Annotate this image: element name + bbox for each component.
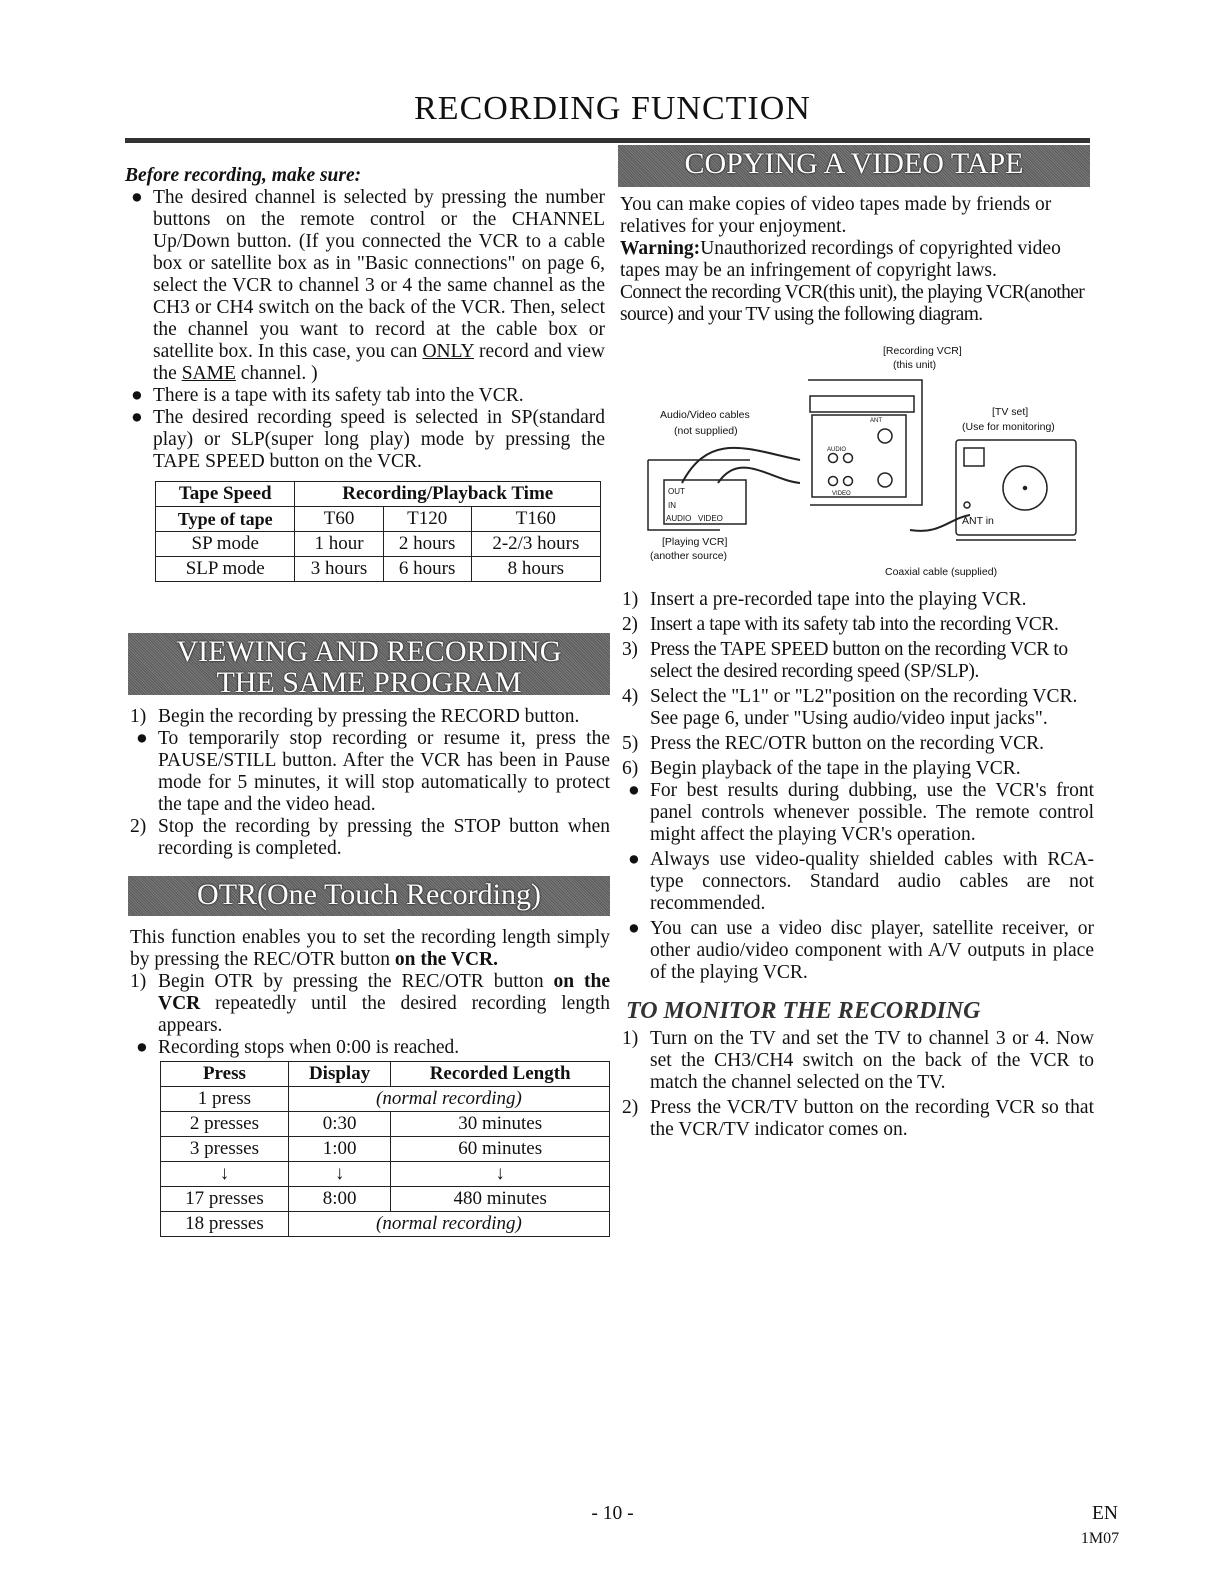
header-cell: Type of tape	[156, 507, 295, 532]
copy-step-6: 6) Begin playback of the tape in the playing VCR.	[622, 758, 1021, 779]
table-cell: 6 hours	[383, 557, 471, 582]
table-cell: 3 presses	[161, 1137, 289, 1162]
intro-bold: on the VCR.	[394, 949, 498, 970]
same-text: SAME	[181, 363, 236, 384]
step-text: Press the REC/OTR button on the recording VCR.	[650, 733, 1044, 754]
ant-in-label: ANT in	[962, 515, 994, 527]
step-text: Begin the recording by pressing the RECORD button.	[158, 706, 580, 727]
down-arrow-icon: ↓	[288, 1162, 390, 1187]
otr-banner: OTR(One Touch Recording)	[128, 876, 610, 916]
viewing-bullet: ● To temporarily stop recording or resume it, press the PAUSE/STILL button. After the VCR has been in Pause mode for 5 minutes, it will stop automatically to protect the tape and the video head.	[136, 728, 610, 815]
table-cell: T60	[295, 507, 383, 532]
table-cell: T120	[383, 507, 471, 532]
recording-vcr-label: [Recording VCR]	[883, 345, 962, 357]
warning-paragraph	[620, 238, 1092, 282]
down-arrow-icon: ↓	[161, 1162, 289, 1187]
warning-label: Warning:	[620, 238, 701, 259]
page-number: - 10 -	[591, 1503, 634, 1524]
copy-bullet-2: ● Always use video-quality shielded cables with RCA-type connectors. Standard audio cables are not recommended.	[628, 849, 1094, 914]
header-cell: Recording/Playback Time	[295, 482, 601, 507]
copy-step-3: 3) Press the TAPE SPEED button on the recording VCR to select the desired recording speed (SP/SLP).	[622, 639, 1068, 682]
tv-label: [TV set]	[992, 406, 1029, 418]
table-cell: 2-2/3 hours	[471, 532, 600, 557]
copy-paragraph: You can make copies of video tapes made by friends or relatives for your enjoyment.	[620, 194, 1052, 237]
in-label: IN	[668, 501, 676, 510]
down-arrow-icon: ↓	[391, 1162, 610, 1187]
otr-intro	[130, 927, 610, 971]
monitor-heading: TO MONITOR THE RECORDING	[626, 998, 981, 1024]
intro-text: This function enables you to set the recording length simply by pressing the REC/OTR button	[130, 927, 610, 970]
table-row	[161, 1187, 610, 1212]
before-bullet-3: ● The desired recording speed is selected in SP(standard play) or SLP(super long play) mode by pressing the TAPE SPEED button on the VCR.	[131, 407, 605, 472]
table-cell: 17 presses	[161, 1187, 289, 1212]
coax-label: Coaxial cable (supplied)	[885, 566, 998, 578]
copy-banner: COPYING A VIDEO TAPE	[618, 145, 1090, 187]
header-cell: Display	[288, 1062, 390, 1087]
step-text: Insert a pre-recorded tape into the playing VCR.	[650, 589, 1027, 610]
header-cell: Press	[161, 1062, 289, 1087]
copy-step-1: 1) Insert a pre-recorded tape into the playing VCR.	[622, 589, 1027, 610]
video-label: VIDEO	[832, 491, 851, 497]
step-text: Insert a tape with its safety tab into the recording VCR.	[650, 614, 1059, 635]
table-cell: 8:00	[288, 1187, 390, 1212]
av-cables-label: Audio/Video cables	[660, 409, 750, 421]
ant-label: ANT	[870, 418, 882, 424]
table-cell: 2 hours	[383, 532, 471, 557]
bullet-text: The desired recording speed is selected in SP(standard play) or SLP(super long play) mode by pressing the TAPE SPEED button on the VCR.	[153, 407, 605, 472]
bullet-text: For best results during dubbing, use the VCR's front panel controls whenever possible. The remote control might affect the playing VCR's operation.	[650, 780, 1094, 845]
audio-label: AUDIO	[666, 514, 692, 523]
table-cell: 480 minutes	[391, 1187, 610, 1212]
step-bold: on the VCR	[158, 971, 611, 1014]
viewing-step-1: 1) Begin the recording by pressing the RECORD button.	[130, 706, 580, 727]
tape-speed-table	[155, 481, 601, 582]
step-text: Select the "L1" or "L2"position on the recording VCR. See page 6, under "Using audio/video input jacks".	[650, 686, 1078, 729]
before-bullet-2: ● There is a tape with its safety tab into the VCR.	[131, 385, 524, 406]
bullet-text: Always use video-quality shielded cables with RCA-type connectors. Standard audio cables are not recommended.	[650, 849, 1094, 914]
step-text: Turn on the TV and set the TV to channel 3 or 4. Now set the CH3/CH4 switch on the back of the VCR to match the channel selected on the TV.	[650, 1028, 1094, 1093]
copy-bullet-1: ● For best results during dubbing, use the VCR's front panel controls whenever possible. The remote control might affect the playing VCR's operation.	[628, 780, 1094, 845]
table-row	[161, 1137, 610, 1162]
recording-vcr-illustration	[808, 380, 922, 505]
viewing-banner	[128, 633, 610, 699]
otr-step-1: 1) Begin OTR by pressing the REC/OTR button on the VCR repeatedly until the desired recording length appears.	[130, 971, 611, 1036]
bullet-text: There is a tape with its safety tab into the VCR.	[153, 385, 524, 406]
table-cell: 0:30	[288, 1112, 390, 1137]
table-cell: 18 presses	[161, 1212, 289, 1237]
table-row	[161, 1087, 610, 1112]
recording-vcr-sublabel: (this unit)	[893, 359, 937, 371]
copy-steps	[622, 589, 1094, 1141]
video-label: VIDEO	[698, 514, 723, 523]
table-row	[161, 1112, 610, 1137]
table-cell: 8 hours	[471, 557, 600, 582]
only-text: ONLY	[422, 341, 474, 362]
table-cell: T160	[471, 507, 600, 532]
table-cell: 30 minutes	[391, 1112, 610, 1137]
warning-text: Unauthorized recordings of copyrighted video tapes may be an infringement of copyright laws.	[620, 238, 1061, 281]
copy-intro	[620, 194, 1092, 326]
left-column	[125, 165, 605, 582]
copy-step-5: 5) Press the REC/OTR button on the recording VCR.	[622, 733, 1044, 754]
table-cell: (normal recording)	[288, 1087, 609, 1112]
table-cell: 2 presses	[161, 1112, 289, 1137]
tv-sublabel: (Use for monitoring)	[962, 421, 1055, 433]
table-cell: 3 hours	[295, 557, 383, 582]
connection-diagram	[620, 340, 1080, 580]
table-cell: 1:00	[288, 1137, 390, 1162]
banner-line: VIEWING AND RECORDING	[176, 635, 562, 668]
table-row	[161, 1162, 610, 1187]
table-row	[161, 1212, 610, 1237]
otr-section	[130, 927, 610, 1237]
copy-bullet-3: ● You can use a video disc player, satellite receiver, or other audio/video component with A/V outputs in place of the playing VCR.	[628, 918, 1094, 983]
bullet-text: record and view the	[153, 341, 605, 384]
bullet-text: Recording stops when 0:00 is reached.	[158, 1037, 460, 1058]
viewing-section	[130, 706, 610, 860]
out-label: OUT	[668, 487, 685, 496]
step-text: repeatedly until the desired recording length appears.	[158, 993, 610, 1036]
copy-step-4: 4) Select the "L1" or "L2"position on the recording VCR. See page 6, under "Using audio/video input jacks".	[622, 686, 1078, 729]
bullet-text: The desired channel is selected by pressing the number buttons on the remote control or the CHANNEL Up/Down button. (If you connected the VCR to a cable box or satellite box as in "Basic connections" on page 6, select the VCR to channel 3 or 4 the same channel as the CH3 or CH4 switch on the back of the VCR. Then, select the channel you want to record at the cable box or satellite box. In this case, you can	[153, 187, 605, 362]
header-cell: Tape Speed	[156, 482, 295, 507]
step-text: Press the TAPE SPEED button on the recording VCR to select the desired recording speed (SP/SLP).	[650, 639, 1068, 682]
table-row	[156, 557, 601, 582]
table-cell: SP mode	[156, 532, 295, 557]
bullet-text: To temporarily stop recording or resume it, press the PAUSE/STILL button. After the VCR has been in Pause mode for 5 minutes, it will stop automatically to protect the tape and the video head.	[158, 728, 610, 815]
viewing-step-2: 2) Stop the recording by pressing the STOP button when recording is completed.	[130, 816, 610, 859]
bullet-text: You can use a video disc player, satellite receiver, or other audio/video component with A/V outputs in place of the playing VCR.	[650, 918, 1094, 983]
before-heading: Before recording, make sure:	[125, 165, 362, 186]
step-text: Stop the recording by pressing the STOP button when recording is completed.	[158, 816, 610, 859]
step-text: Press the VCR/TV button on the recording VCR so that the VCR/TV indicator comes on.	[650, 1097, 1094, 1140]
table-cell: 1 hour	[295, 532, 383, 557]
step-text: Begin playback of the tape in the playing VCR.	[650, 758, 1021, 779]
table-row	[156, 532, 601, 557]
copy-step-2: 2) Insert a tape with its safety tab into the recording VCR.	[622, 614, 1059, 635]
monitor-step-2: 2) Press the VCR/TV button on the recording VCR so that the VCR/TV indicator comes on.	[622, 1097, 1094, 1140]
table-cell: 60 minutes	[391, 1137, 610, 1162]
table-cell: SLP mode	[156, 557, 295, 582]
header-cell: Recorded Length	[391, 1062, 610, 1087]
av-cables-sublabel: (not supplied)	[674, 425, 738, 437]
page-title: RECORDING FUNCTION	[414, 90, 811, 127]
language-code: EN	[1092, 1503, 1118, 1524]
before-bullet-1: ● The desired channel is selected by pressing the number buttons on the remote control or the CHANNEL Up/Down button. (If you connected the VCR to a cable box or satellite box as in "Basic connections" on page 6, select the VCR to channel 3 or 4 the same channel as the CH3 or CH4 switch on the back of the VCR. Then, select the channel you want to record at the cable box or satellite box. In this case, you can ONLY record and view the SAME channel. )	[131, 187, 605, 384]
step-text: Begin OTR by pressing the REC/OTR button	[158, 971, 554, 992]
playing-vcr-label: [Playing VCR]	[662, 536, 728, 548]
table-cell: (normal recording)	[288, 1212, 609, 1237]
audio-label: AUDIO	[827, 447, 847, 453]
table-cell: 1 press	[161, 1087, 289, 1112]
copy-paragraph: Connect the recording VCR(this unit), the playing VCR(another source) and your TV using the following diagram.	[620, 282, 1085, 325]
playing-vcr-sublabel: (another source)	[650, 550, 728, 562]
otr-bullet: ● Recording stops when 0:00 is reached.	[136, 1037, 460, 1058]
model-code: 1M07	[1080, 1530, 1120, 1547]
banner-line: THE SAME PROGRAM	[216, 666, 522, 699]
monitor-step-1: 1) Turn on the TV and set the TV to channel 3 or 4. Now set the CH3/CH4 switch on the back of the VCR to match the channel selected on the TV.	[622, 1028, 1094, 1093]
bullet-text: channel. )	[235, 363, 318, 384]
otr-table	[160, 1061, 610, 1237]
title-rule	[125, 138, 1090, 143]
